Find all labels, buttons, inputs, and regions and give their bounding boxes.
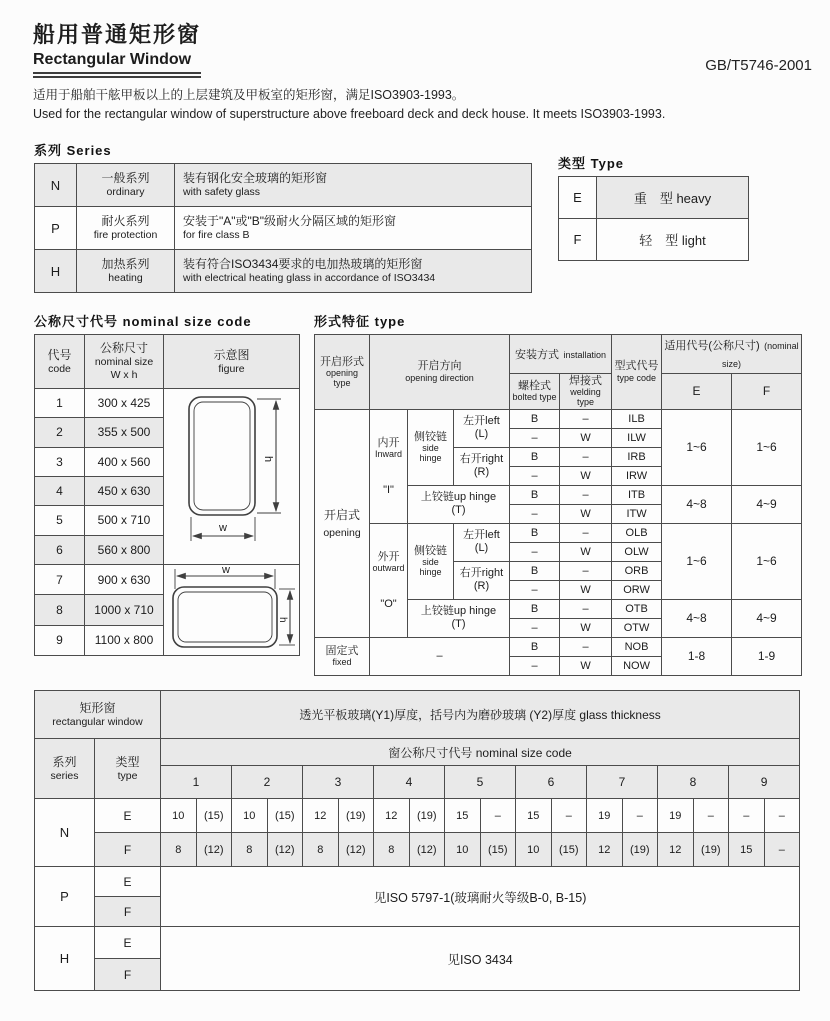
form-fixed-zh: 固定式 (325, 644, 359, 657)
series-desc-p (175, 207, 532, 250)
form-header-applicable-zh: 适用代号(公称尺寸) (664, 340, 760, 352)
glass-n-e-v6: 12 (374, 799, 410, 833)
form-header-col-e: E (662, 374, 732, 410)
form-header-row-1 (315, 335, 802, 374)
glass-header-series (35, 739, 95, 799)
form-header-bolted-zh: 螺栓式 (518, 379, 552, 392)
series-code-h: H (35, 250, 77, 293)
form-fixed-cell (315, 637, 370, 675)
type-row-f (559, 219, 749, 261)
form-header-direction-zh: 开启方向 (417, 360, 462, 373)
glass-n-e-v9: – (480, 799, 516, 833)
glass-n-e-v12: 19 (587, 799, 623, 833)
series-row-h (35, 250, 532, 293)
title-underline (33, 72, 201, 78)
cell-bolted-nob: B (510, 637, 560, 656)
form-inward-right (454, 447, 510, 485)
glass-size-col-1: 1 (161, 766, 232, 799)
cell-welding-itb: – (560, 485, 612, 504)
type-table (558, 176, 749, 261)
form-inward-up-hinge-code: (T) (451, 504, 466, 517)
glass-header-row-2 (35, 739, 800, 766)
glass-n-f-v4: 8 (303, 833, 339, 867)
cell-code-itb: ITB (612, 485, 662, 504)
series-name-h (77, 250, 175, 293)
form-inward-side-hinge-zh: 侧铰链 (414, 430, 447, 443)
glass-n-f-v3: (12) (267, 833, 303, 867)
header-block (33, 18, 201, 78)
description-block (33, 86, 803, 125)
form-outward-up-hinge (408, 599, 510, 637)
cell-bolted-otw: – (510, 618, 560, 637)
size-value-8: 1000 x 710 (85, 595, 164, 625)
glass-header-type (95, 739, 161, 799)
form-outward-cell (370, 523, 408, 637)
form-header-direction (370, 335, 510, 410)
form-inward-right-zh: 右开right (459, 453, 504, 466)
form-outward-symbol: "O" (380, 598, 397, 610)
size-code-7: 7 (35, 565, 85, 595)
cell-bolted-ilb: B (510, 409, 560, 428)
series-code-p: P (35, 207, 77, 250)
size-value-6: 560 x 800 (85, 535, 164, 564)
glass-header-type-en: type (117, 769, 138, 782)
form-fixed-direction: – (370, 637, 510, 675)
cell-welding-orw: W (560, 580, 612, 599)
cell-bolted-irw: – (510, 466, 560, 485)
form-inward-symbol: "I" (383, 484, 394, 496)
cell-code-ilb: ILB (612, 409, 662, 428)
series-row-p (35, 207, 532, 250)
form-outward-side-hinge-zh: 侧铰链 (414, 544, 447, 557)
form-header-type-code (612, 335, 662, 410)
applicability-outward-side-e: 1~6 (662, 523, 732, 599)
cell-welding-ilb: – (560, 409, 612, 428)
cell-welding-ilw: W (560, 428, 612, 447)
cell-welding-olb: – (560, 523, 612, 542)
type-code-f: F (559, 219, 597, 261)
size-code-1: 1 (35, 389, 85, 418)
series-desc-h-zh: 装有符合ISO3434要求的电加热玻璃的矩形窗 (183, 257, 423, 272)
form-header-applicable (662, 335, 802, 374)
cell-code-irw: IRW (612, 466, 662, 485)
form-header-col-f: F (732, 374, 802, 410)
figure-landscape-h-label: h (276, 617, 288, 623)
cell-welding-otb: – (560, 599, 612, 618)
size-header-figure (164, 335, 300, 389)
form-outward-left-zh: 左开left (463, 529, 500, 542)
glass-type-p-e: E (95, 867, 161, 897)
cell-welding-olw: W (560, 542, 612, 561)
form-inward-right-code: (R) (473, 466, 490, 479)
form-row-olb (315, 523, 802, 542)
glass-n-f-v5: (12) (338, 833, 374, 867)
glass-n-e-v8: 15 (445, 799, 481, 833)
size-value-5: 500 x 710 (85, 506, 164, 535)
form-inward-up-hinge (408, 485, 510, 523)
form-header-installation-zh: 安装方式 (515, 349, 560, 361)
form-header-type-code-zh: 型式代号 (614, 360, 659, 373)
size-header-size-en: nominal size (94, 356, 154, 369)
glass-n-e-v7: (19) (409, 799, 445, 833)
series-name-n (77, 164, 175, 207)
form-inward-left-code: (L) (474, 428, 489, 441)
glass-n-e-v0: 10 (161, 799, 197, 833)
glass-n-f-v17: – (764, 833, 800, 867)
glass-n-e-v4: 12 (303, 799, 339, 833)
type-row-e (559, 177, 749, 219)
form-header-welding-en: welding type (570, 387, 601, 408)
glass-n-f-v2: 8 (232, 833, 268, 867)
description-en: Used for the rectangular window of superstructure above freeboard deck and deck house. It meets ISO3903-1993. (33, 107, 666, 122)
applicability-outward-side-f: 1~6 (732, 523, 802, 599)
cell-code-irb: IRB (612, 447, 662, 466)
glass-series-h: H (35, 927, 95, 991)
form-row-nob (315, 637, 802, 656)
glass-header-series-en: series (50, 769, 79, 782)
page-title: 船用普通矩形窗 (33, 22, 202, 47)
applicability-fixed-e: 1-8 (662, 637, 732, 675)
glass-n-e-v5: (19) (338, 799, 374, 833)
cell-code-orw: ORW (612, 580, 662, 599)
glass-type-h-f: F (95, 959, 161, 991)
cell-bolted-olw: – (510, 542, 560, 561)
series-desc-p-en: for fire class B (183, 229, 250, 242)
series-desc-p-zh: 安装于"A"或"B"级耐火分隔区域的矩形窗 (183, 214, 397, 229)
series-desc-n (175, 164, 532, 207)
size-header-row (35, 335, 300, 389)
form-header-direction-en: opening direction (405, 372, 474, 383)
cell-welding-nob: – (560, 637, 612, 656)
cell-code-now: NOW (612, 656, 662, 675)
size-value-4: 450 x 630 (85, 476, 164, 505)
glass-header-window-zh: 矩形窗 (79, 700, 116, 715)
form-header-opening-type-en: opening type (325, 367, 359, 388)
cell-bolted-olb: B (510, 523, 560, 542)
glass-n-e-v11: – (551, 799, 587, 833)
size-header-code-zh: 代号 (47, 347, 72, 362)
form-opening-en: opening (323, 526, 361, 539)
applicability-inward-side-e: 1~6 (662, 409, 732, 485)
form-header-applicable-en: (nominal size) (722, 341, 799, 369)
glass-size-col-3: 3 (303, 766, 374, 799)
form-fixed-en: fixed (332, 657, 352, 668)
cell-welding-irw: W (560, 466, 612, 485)
glass-n-f-v10: 10 (516, 833, 552, 867)
form-inward-left (454, 409, 510, 447)
form-header-bolted-en: bolted type (512, 392, 557, 403)
applicability-inward-up-e: 4~8 (662, 485, 732, 523)
form-inward-en: Inward (374, 449, 402, 460)
size-header-size-dim: W x h (110, 369, 138, 381)
glass-n-e-v16: – (729, 799, 765, 833)
cell-code-nob: NOB (612, 637, 662, 656)
form-outward-left (454, 523, 510, 561)
glass-header-type-zh: 类型 (115, 754, 140, 769)
glass-n-f-v14: 12 (658, 833, 694, 867)
form-outward-zh: 外开 (377, 550, 400, 563)
size-code-4: 4 (35, 476, 85, 505)
cell-code-ilw: ILW (612, 428, 662, 447)
series-name-p (77, 207, 175, 250)
size-header-code-en: code (48, 362, 71, 375)
series-desc-n-en: with safety glass (183, 186, 261, 199)
series-desc-n-zh: 装有钢化安全玻璃的矩形窗 (183, 171, 328, 186)
size-header-code (35, 335, 85, 389)
series-row-n (35, 164, 532, 207)
glass-header-series-zh: 系列 (52, 754, 77, 769)
cell-code-olw: OLW (612, 542, 662, 561)
size-header-figure-en: figure (218, 362, 245, 375)
form-outward-right (454, 561, 510, 599)
glass-n-e-v1: (15) (196, 799, 232, 833)
size-value-9: 1100 x 800 (85, 625, 164, 655)
form-outward-side-hinge (408, 523, 454, 599)
glass-size-col-2: 2 (232, 766, 303, 799)
type-code-e: E (559, 177, 597, 219)
figure-landscape (165, 565, 299, 652)
cell-bolted-otb: B (510, 599, 560, 618)
size-code-2: 2 (35, 418, 85, 447)
series-name-h-en: heating (108, 272, 143, 285)
glass-p-note: 见ISO 5797-1(玻璃耐火等级B-0, B-15) (161, 867, 800, 927)
cell-bolted-itw: – (510, 504, 560, 523)
size-header-figure-zh: 示意图 (213, 347, 250, 362)
glass-type-h-e: E (95, 927, 161, 959)
glass-n-e-v13: – (622, 799, 658, 833)
series-section (34, 140, 532, 293)
applicability-inward-side-f: 1~6 (732, 409, 802, 485)
form-opening-zh: 开启式 (323, 507, 360, 522)
glass-n-e-v15: – (693, 799, 729, 833)
cell-welding-now: W (560, 656, 612, 675)
applicability-outward-up-e: 4~8 (662, 599, 732, 637)
size-code-8: 8 (35, 595, 85, 625)
series-name-n-zh: 一般系列 (101, 171, 150, 186)
form-outward-right-code: (R) (473, 580, 490, 593)
glass-n-f-v7: (12) (409, 833, 445, 867)
form-header-welding (560, 374, 612, 410)
glass-n-e-v3: (15) (267, 799, 303, 833)
form-inward-cell (370, 409, 408, 523)
cell-code-otb: OTB (612, 599, 662, 618)
size-label: 公称尺寸代号 nominal size code (34, 314, 252, 329)
form-inward-zh: 内开 (377, 436, 400, 449)
form-outward-left-code: (L) (474, 542, 489, 555)
glass-header-thickness-note: 透光平板玻璃(Y1)厚度，括号内为磨砂玻璃 (Y2)厚度 glass thickness (161, 691, 800, 739)
series-name-p-en: fire protection (93, 229, 158, 242)
cell-bolted-irb: B (510, 447, 560, 466)
figure-landscape-cell (164, 565, 300, 656)
glass-n-f-v9: (15) (480, 833, 516, 867)
form-outward-side-hinge-en: side hinge (419, 557, 442, 578)
size-value-1: 300 x 425 (85, 389, 164, 418)
glass-row-n-e (35, 799, 800, 833)
series-code-n: N (35, 164, 77, 207)
form-table (314, 334, 802, 676)
glass-size-col-9: 9 (729, 766, 800, 799)
form-header-installation (510, 335, 612, 374)
figure-portrait-cell (164, 389, 300, 565)
glass-row-h-e (35, 927, 800, 959)
figure-portrait (165, 389, 299, 561)
glass-header-size-code: 窗公称尺寸代号 nominal size code (161, 739, 800, 766)
page-subtitle: Rectangular Window (33, 51, 192, 68)
glass-header-row-1 (35, 691, 800, 739)
size-row-7 (35, 565, 300, 595)
size-value-7: 900 x 630 (85, 565, 164, 595)
glass-series-n: N (35, 799, 95, 867)
glass-size-col-8: 8 (658, 766, 729, 799)
glass-size-col-6: 6 (516, 766, 587, 799)
applicability-fixed-f: 1-9 (732, 637, 802, 675)
glass-h-note: 见ISO 3434 (161, 927, 800, 991)
form-opening-group (315, 409, 370, 637)
size-value-2: 355 x 500 (85, 418, 164, 447)
figure-portrait-h-label: h (261, 456, 274, 463)
type-section (558, 153, 749, 261)
cell-welding-irb: – (560, 447, 612, 466)
form-outward-right-zh: 右开right (459, 567, 504, 580)
glass-type-p-f: F (95, 897, 161, 927)
applicability-outward-up-f: 4~9 (732, 599, 802, 637)
size-value-3: 400 x 560 (85, 447, 164, 476)
glass-section (34, 690, 800, 991)
glass-n-f-v0: 8 (161, 833, 197, 867)
form-header-opening-type-zh: 开启形式 (320, 355, 364, 368)
glass-size-col-7: 7 (587, 766, 658, 799)
glass-type-n-e: E (95, 799, 161, 833)
form-outward-en: outward (372, 563, 405, 574)
glass-n-f-v15: (19) (693, 833, 729, 867)
series-name-n-en: ordinary (106, 186, 145, 199)
glass-n-e-v2: 10 (232, 799, 268, 833)
size-table (34, 334, 300, 656)
cell-welding-itw: W (560, 504, 612, 523)
size-code-3: 3 (35, 447, 85, 476)
cell-code-itw: ITW (612, 504, 662, 523)
glass-size-col-4: 4 (374, 766, 445, 799)
size-code-9: 9 (35, 625, 85, 655)
cell-bolted-orb: B (510, 561, 560, 580)
glass-n-f-v16: 15 (729, 833, 765, 867)
series-desc-h (175, 250, 532, 293)
form-header-type-code-en: type code (617, 372, 657, 383)
glass-type-n-f: F (95, 833, 161, 867)
form-inward-side-hinge (408, 409, 454, 485)
applicability-inward-up-f: 4~9 (732, 485, 802, 523)
cell-welding-otw: W (560, 618, 612, 637)
form-header-bolted (510, 374, 560, 410)
form-inward-left-zh: 左开left (463, 415, 500, 428)
glass-n-f-v12: 12 (587, 833, 623, 867)
glass-row-p-e (35, 867, 800, 897)
glass-table (34, 690, 800, 991)
glass-n-f-v8: 10 (445, 833, 481, 867)
form-outward-up-hinge-code: (T) (451, 618, 466, 631)
glass-n-f-v13: (19) (622, 833, 658, 867)
glass-n-f-v6: 8 (374, 833, 410, 867)
glass-row-n-f (35, 833, 800, 867)
type-name-e: 重 型 heavy (597, 177, 749, 219)
cell-bolted-now: – (510, 656, 560, 675)
cell-code-olb: OLB (612, 523, 662, 542)
cell-welding-orb: – (560, 561, 612, 580)
type-label: 类型 Type (558, 156, 624, 171)
series-name-h-zh: 加热系列 (101, 257, 150, 272)
glass-n-f-v11: (15) (551, 833, 587, 867)
description-zh: 适用于船舶干舷甲板以上的上层建筑及甲板室的矩形窗，满足ISO3903-1993。 (33, 88, 465, 102)
form-header-welding-zh: 焊接式 (569, 375, 603, 387)
form-section (314, 311, 802, 676)
cell-bolted-orw: – (510, 580, 560, 599)
glass-n-f-v1: (12) (196, 833, 232, 867)
size-code-5: 5 (35, 506, 85, 535)
glass-n-e-v14: 19 (658, 799, 694, 833)
cell-bolted-itb: B (510, 485, 560, 504)
cell-code-otw: OTW (612, 618, 662, 637)
size-header-size-zh: 公称尺寸 (99, 341, 148, 356)
form-label: 形式特征 type (314, 314, 406, 329)
cell-bolted-ilw: – (510, 428, 560, 447)
series-label: 系列 Series (34, 143, 112, 158)
size-row-1 (35, 389, 300, 418)
form-inward-up-hinge-zh: 上铰链up hinge (420, 491, 497, 504)
series-desc-h-en: with electrical heating glass in accordance of ISO3434 (183, 272, 436, 285)
glass-n-e-v10: 15 (516, 799, 552, 833)
figure-portrait-w-label: w (218, 522, 227, 534)
standard-code: GB/T5746-2001 (705, 57, 812, 74)
form-row-ilb (315, 409, 802, 428)
size-section (34, 311, 300, 656)
form-header-opening-type (315, 335, 370, 410)
form-outward-up-hinge-zh: 上铰链up hinge (420, 605, 497, 618)
glass-header-window-en: rectangular window (52, 715, 143, 728)
size-header-size (85, 335, 164, 389)
form-header-installation-en: installation (563, 350, 607, 360)
form-inward-side-hinge-en: side hinge (419, 443, 442, 464)
glass-header-window (35, 691, 161, 739)
cell-code-orb: ORB (612, 561, 662, 580)
glass-n-e-v17: – (764, 799, 800, 833)
series-name-p-zh: 耐火系列 (101, 214, 150, 229)
figure-landscape-w-label: w (221, 565, 230, 576)
type-name-f: 轻 型 light (597, 219, 749, 261)
size-code-6: 6 (35, 535, 85, 564)
glass-series-p: P (35, 867, 95, 927)
series-table (34, 163, 532, 293)
glass-size-col-5: 5 (445, 766, 516, 799)
